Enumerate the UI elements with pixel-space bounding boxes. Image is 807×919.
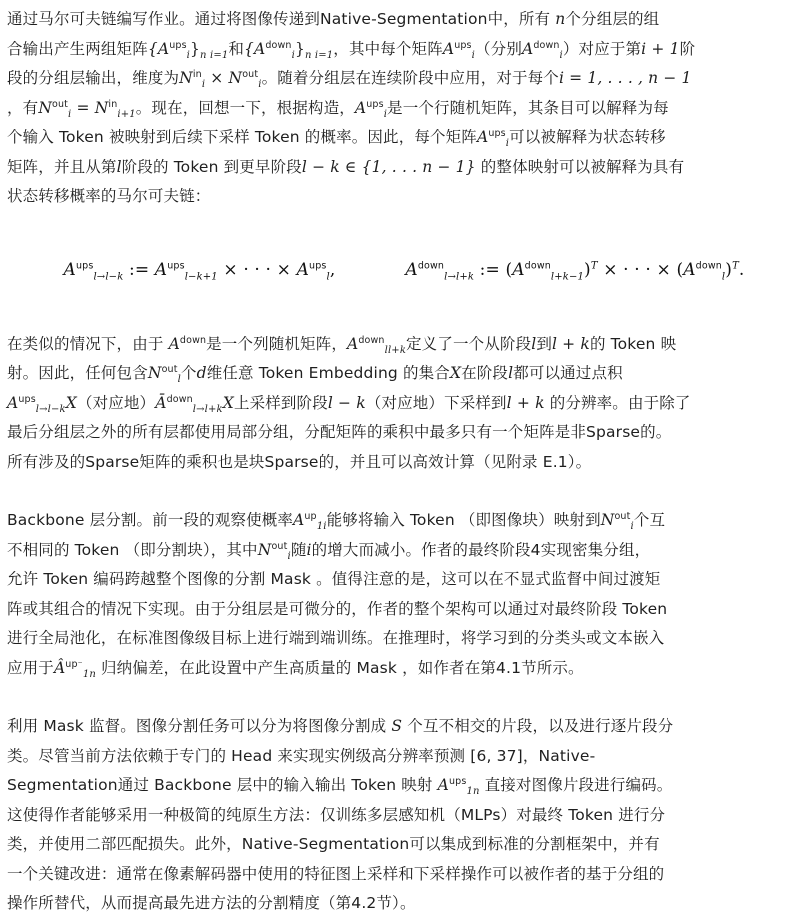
text: 矩阵，并且从第 bbox=[7, 157, 117, 176]
math-n-in bbox=[179, 68, 206, 91]
math-symbol: A bbox=[296, 259, 310, 280]
math-sub: i bbox=[258, 79, 262, 91]
math-sup: down bbox=[179, 334, 207, 346]
math-transpose: T bbox=[732, 260, 739, 272]
math-sup: in bbox=[108, 98, 118, 110]
math-sup: down bbox=[533, 39, 560, 51]
text: 类。尽管当前方法依赖于专门的 Head 来实现实例级高分辨率预测 [6, 37]，Native- bbox=[7, 746, 596, 765]
text: 段的分组层输出，维度为 bbox=[7, 69, 180, 87]
paragraph-column-stochastic bbox=[7, 330, 801, 478]
text: ，有 bbox=[7, 98, 39, 117]
math-sub: l bbox=[326, 271, 330, 283]
text: 个 bbox=[180, 364, 197, 382]
text: 合输出产生两组矩阵 bbox=[7, 39, 148, 58]
math-sub: i bbox=[383, 108, 388, 120]
math-symbol: A bbox=[476, 128, 489, 146]
math-brace: } bbox=[190, 39, 201, 58]
math-n-out bbox=[257, 540, 291, 562]
math-n-out bbox=[228, 68, 262, 91]
math-down-set bbox=[244, 39, 334, 61]
text: 的整体映射可以被解释为具有 bbox=[475, 157, 685, 176]
math-transpose: T bbox=[590, 260, 598, 272]
math-x: X bbox=[449, 364, 462, 382]
math-a-up bbox=[293, 510, 327, 533]
math-n-out bbox=[147, 363, 181, 386]
text: 的 Token 映 bbox=[589, 334, 677, 353]
math-a-ups bbox=[442, 39, 476, 61]
text: 应用于 bbox=[7, 658, 54, 677]
math-a-ups bbox=[354, 98, 388, 120]
math-a-down bbox=[169, 335, 207, 353]
math-a-ups-1n bbox=[437, 775, 480, 798]
text: 不相同的 Token （即分割块），其中 bbox=[7, 540, 258, 559]
math-op: := ( bbox=[474, 259, 513, 280]
math-sup: ups bbox=[366, 98, 384, 110]
text: 个互不相交的片段，以及进行逐片段分 bbox=[402, 717, 674, 735]
math-symbol: Ā bbox=[155, 393, 167, 412]
math-op: := bbox=[123, 259, 155, 280]
math-a-ups bbox=[476, 127, 510, 150]
paragraph-backbone-segmentation bbox=[7, 506, 801, 683]
text: 的增大而减小。作者的最终阶段4实现密集分组， bbox=[311, 540, 651, 559]
math-sub: l→l+k bbox=[192, 403, 223, 415]
math-symbol: A bbox=[442, 39, 455, 58]
math-l-minus-k: l − k bbox=[327, 393, 366, 412]
math-stage-range: l − k ∈ {1, . . . n − 1} bbox=[301, 157, 476, 176]
math-sub: l→l+k bbox=[444, 271, 475, 283]
math-symbol: A bbox=[347, 334, 359, 353]
math-l: l bbox=[531, 334, 537, 353]
math-d: d bbox=[196, 364, 207, 382]
text: （对应地） bbox=[76, 393, 156, 412]
paragraph-gap bbox=[7, 477, 801, 506]
math-op: ) bbox=[584, 259, 591, 280]
math-sub: i bbox=[291, 49, 295, 61]
math-symbol: {A bbox=[147, 39, 170, 58]
math-sub: i bbox=[201, 79, 206, 91]
text: 所有涉及的Sparse矩阵的乘积也是块Sparse的，并且可以高效计算（见附录 E.1）。 bbox=[7, 452, 592, 471]
text: 直接对图像片段进行编码。 bbox=[479, 776, 673, 794]
math-sub: l→l−k bbox=[35, 403, 66, 415]
math-n-out bbox=[600, 510, 634, 533]
text: 阶 bbox=[679, 39, 696, 58]
math-sub: l→l−k bbox=[93, 271, 124, 283]
math-sup: ups bbox=[448, 775, 467, 787]
math-sup: down bbox=[695, 260, 722, 272]
math-n-out bbox=[38, 98, 72, 120]
math-sup: up⁻ bbox=[65, 658, 83, 670]
math-symbol: A bbox=[354, 98, 367, 117]
text: 在阶段 bbox=[461, 364, 509, 382]
math-sup: down bbox=[358, 334, 385, 346]
math-symbol: X bbox=[222, 393, 234, 412]
math-a-down bbox=[521, 39, 563, 61]
math-sup: ups bbox=[75, 260, 94, 272]
math-n-in-next bbox=[94, 98, 136, 120]
math-sup: out bbox=[271, 540, 288, 552]
text: 类，并使用二部匹配损失。此外，Native-Segmentation可以集成到标准的分割框架中，并有 bbox=[7, 835, 660, 853]
math-n: n bbox=[555, 10, 566, 28]
math-sup: up bbox=[304, 510, 317, 522]
text: （分别 bbox=[475, 39, 522, 58]
math-sup: in bbox=[192, 68, 202, 80]
math-sup: down bbox=[166, 393, 193, 405]
math-sub: i bbox=[559, 49, 563, 61]
math-symbol: A bbox=[521, 39, 534, 58]
math-symbol: X bbox=[65, 393, 77, 412]
math-symbol: N bbox=[600, 511, 615, 529]
math-symbol: N bbox=[179, 69, 193, 87]
text: 能够将输入 Token （即图像块）映射到 bbox=[326, 511, 601, 529]
text: 是一个行随机矩阵，其条目可以解释为每 bbox=[387, 98, 669, 117]
text: 阵或其组合的情况下实现。由于分组层是可微分的，作者的整个架构可以通过对最终阶段 Token bbox=[7, 599, 668, 618]
math-sub: l−k+1 bbox=[184, 271, 218, 283]
text: 可以被解释为状态转移 bbox=[509, 128, 666, 146]
math-sub: l bbox=[177, 374, 181, 386]
math-ups-product bbox=[7, 393, 77, 415]
math-symbol: {A bbox=[244, 39, 266, 58]
math-symbol: N bbox=[94, 98, 109, 117]
math-i-plus-1: i + 1 bbox=[641, 39, 680, 58]
text: Backbone 层分割。前一段的观察使概率 bbox=[7, 511, 294, 529]
math-limits: n i=1 bbox=[304, 49, 334, 61]
math-sub: 1n bbox=[466, 786, 480, 798]
text: Segmentation通过 Backbone 层中的输入输出 Token 映射 bbox=[7, 776, 438, 794]
text: 随 bbox=[290, 540, 307, 559]
math-equals: = bbox=[71, 98, 95, 117]
text: 状态转移概率的马尔可夫链： bbox=[7, 187, 211, 205]
math-symbol: A bbox=[168, 334, 180, 353]
text: 到 bbox=[536, 334, 552, 353]
math-symbol: A bbox=[683, 259, 696, 280]
text: 归纳偏差，在此设置中产生高质量的 Mask ，如作者在第4.1节所示。 bbox=[95, 658, 584, 677]
math-sup: ups bbox=[167, 260, 185, 272]
text: 。现在，回想一下，根据构造， bbox=[135, 98, 355, 117]
math-times: × bbox=[205, 69, 229, 87]
text: 在类似的情况下，由于 bbox=[7, 334, 169, 353]
text: 这使得作者能够采用一种极简的纯原生方法：仅训练多层感知机（MLPs）对最终 Token 进行分 bbox=[7, 805, 666, 824]
math-sup: ups bbox=[454, 39, 472, 51]
math-op: , bbox=[329, 259, 336, 280]
text: 维任意 Token Embedding 的集合 bbox=[206, 364, 450, 382]
math-sub: 1i bbox=[316, 521, 327, 533]
paragraph-gap bbox=[7, 683, 801, 712]
math-sub: ll+k bbox=[384, 344, 407, 356]
math-op: × · · · × bbox=[217, 259, 297, 280]
math-sub: l+k−1 bbox=[550, 271, 585, 283]
math-sub: i bbox=[68, 108, 72, 120]
math-sub: i bbox=[505, 138, 510, 150]
math-l-plus-k: l + k bbox=[506, 393, 545, 412]
math-sub: 1n bbox=[82, 668, 96, 680]
text: 允许 Token 编码跨越整个图像的分割 Mask 。值得注意的是，这可以在不显式监督中间过渡矩 bbox=[7, 570, 661, 588]
math-sup: ups bbox=[169, 39, 187, 51]
text: 定义了一个从阶段 bbox=[406, 334, 532, 353]
text: （对应地）下采样到 bbox=[365, 393, 507, 412]
math-sub: i bbox=[287, 550, 291, 562]
paragraph-mask-supervision bbox=[7, 712, 801, 919]
math-limits: n i=1 bbox=[200, 49, 229, 61]
math-symbol: A bbox=[63, 259, 76, 280]
math-op: × · · · × ( bbox=[597, 259, 684, 280]
text: 的分辨率。由于除了 bbox=[544, 393, 691, 412]
math-down-product bbox=[155, 393, 234, 415]
math-l: l bbox=[116, 157, 122, 176]
text: 和 bbox=[228, 39, 245, 58]
math-symbol: Â bbox=[53, 658, 66, 677]
math-i: i bbox=[306, 540, 312, 559]
math-sup: ups bbox=[309, 260, 327, 272]
formula-down-chain bbox=[405, 256, 744, 286]
math-l-plus-k: l + k bbox=[552, 334, 590, 353]
math-symbol: N bbox=[228, 69, 243, 87]
math-symbol: A bbox=[154, 259, 168, 280]
text: 个互 bbox=[633, 511, 666, 529]
math-sup: out bbox=[52, 98, 69, 110]
text: ）对应于第 bbox=[562, 39, 642, 58]
math-sup: out bbox=[242, 68, 259, 80]
math-symbol: A bbox=[7, 393, 19, 412]
math-symbol: A bbox=[512, 259, 525, 280]
math-sup: out bbox=[161, 363, 178, 375]
math-symbol: N bbox=[147, 364, 162, 382]
math-op: ) bbox=[725, 259, 733, 280]
math-symbol: A bbox=[405, 259, 418, 280]
math-sup: down bbox=[417, 260, 445, 272]
text: 都可以通过点积 bbox=[513, 364, 623, 382]
math-op: . bbox=[738, 259, 745, 280]
text: 利用 Mask 监督。图像分割任务可以分为将图像分割成 bbox=[7, 717, 392, 735]
text: 射。因此，任何包含 bbox=[7, 364, 148, 382]
math-s: S bbox=[391, 717, 403, 735]
display-formula bbox=[7, 212, 801, 330]
text: ，其中每个矩阵 bbox=[333, 39, 443, 58]
math-a-down-map bbox=[347, 334, 407, 356]
math-a-hat-up bbox=[53, 658, 96, 680]
text: 。随着分组层在连续阶段中应用，对于每个 bbox=[261, 69, 559, 87]
text: 进行全局池化，在标准图像级目标上进行端到端训练。在推理时，将学习到的分类头或文本嵌入 bbox=[7, 629, 665, 647]
math-sup: out bbox=[614, 510, 631, 522]
math-sup: down bbox=[265, 39, 292, 51]
math-sub: l bbox=[721, 271, 726, 283]
math-sub: i bbox=[186, 49, 191, 61]
paragraph-markov-chain bbox=[7, 5, 801, 212]
math-ups-set bbox=[147, 39, 229, 61]
text: 是一个列随机矩阵， bbox=[206, 334, 348, 353]
math-symbol: A bbox=[293, 511, 305, 529]
math-l: l bbox=[508, 364, 514, 382]
text: 最后分组层之外的所有层都使用局部分组，分配矩阵的乘积中最多只有一个矩阵是非Sparse的。 bbox=[7, 423, 672, 441]
text: 通过马尔可夫链编写作业。通过将图像传递到Native-Segmentation中，所有 bbox=[7, 10, 556, 28]
math-symbol: N bbox=[257, 540, 272, 559]
math-i-range: i = 1, . . . , n − 1 bbox=[558, 69, 692, 87]
math-brace: } bbox=[294, 39, 305, 58]
math-sup: ups bbox=[488, 127, 506, 139]
text: 个输入 Token 被映射到后续下采样 Token 的概率。因此，每个矩阵 bbox=[7, 128, 477, 146]
text: 阶段的 Token 到更早阶段 bbox=[121, 157, 302, 176]
text: 上采样到阶段 bbox=[233, 393, 328, 412]
formula-ups-chain bbox=[64, 256, 336, 286]
math-sup: down bbox=[524, 260, 551, 272]
math-sub: i bbox=[471, 49, 476, 61]
math-sup: ups bbox=[18, 393, 36, 405]
math-symbol: A bbox=[437, 776, 449, 794]
text: 一个关键改进：通常在像素解码器中使用的特征图上采样和下采样操作可以被作者的基于分组的 bbox=[7, 864, 665, 883]
math-sub: i bbox=[630, 521, 634, 533]
math-sub: i+1 bbox=[117, 108, 136, 120]
text: 操作所替代，从而提高最先进方法的分割精度（第4.2节）。 bbox=[7, 894, 416, 912]
text: 个分组层的组 bbox=[565, 10, 660, 28]
math-symbol: N bbox=[38, 98, 53, 117]
